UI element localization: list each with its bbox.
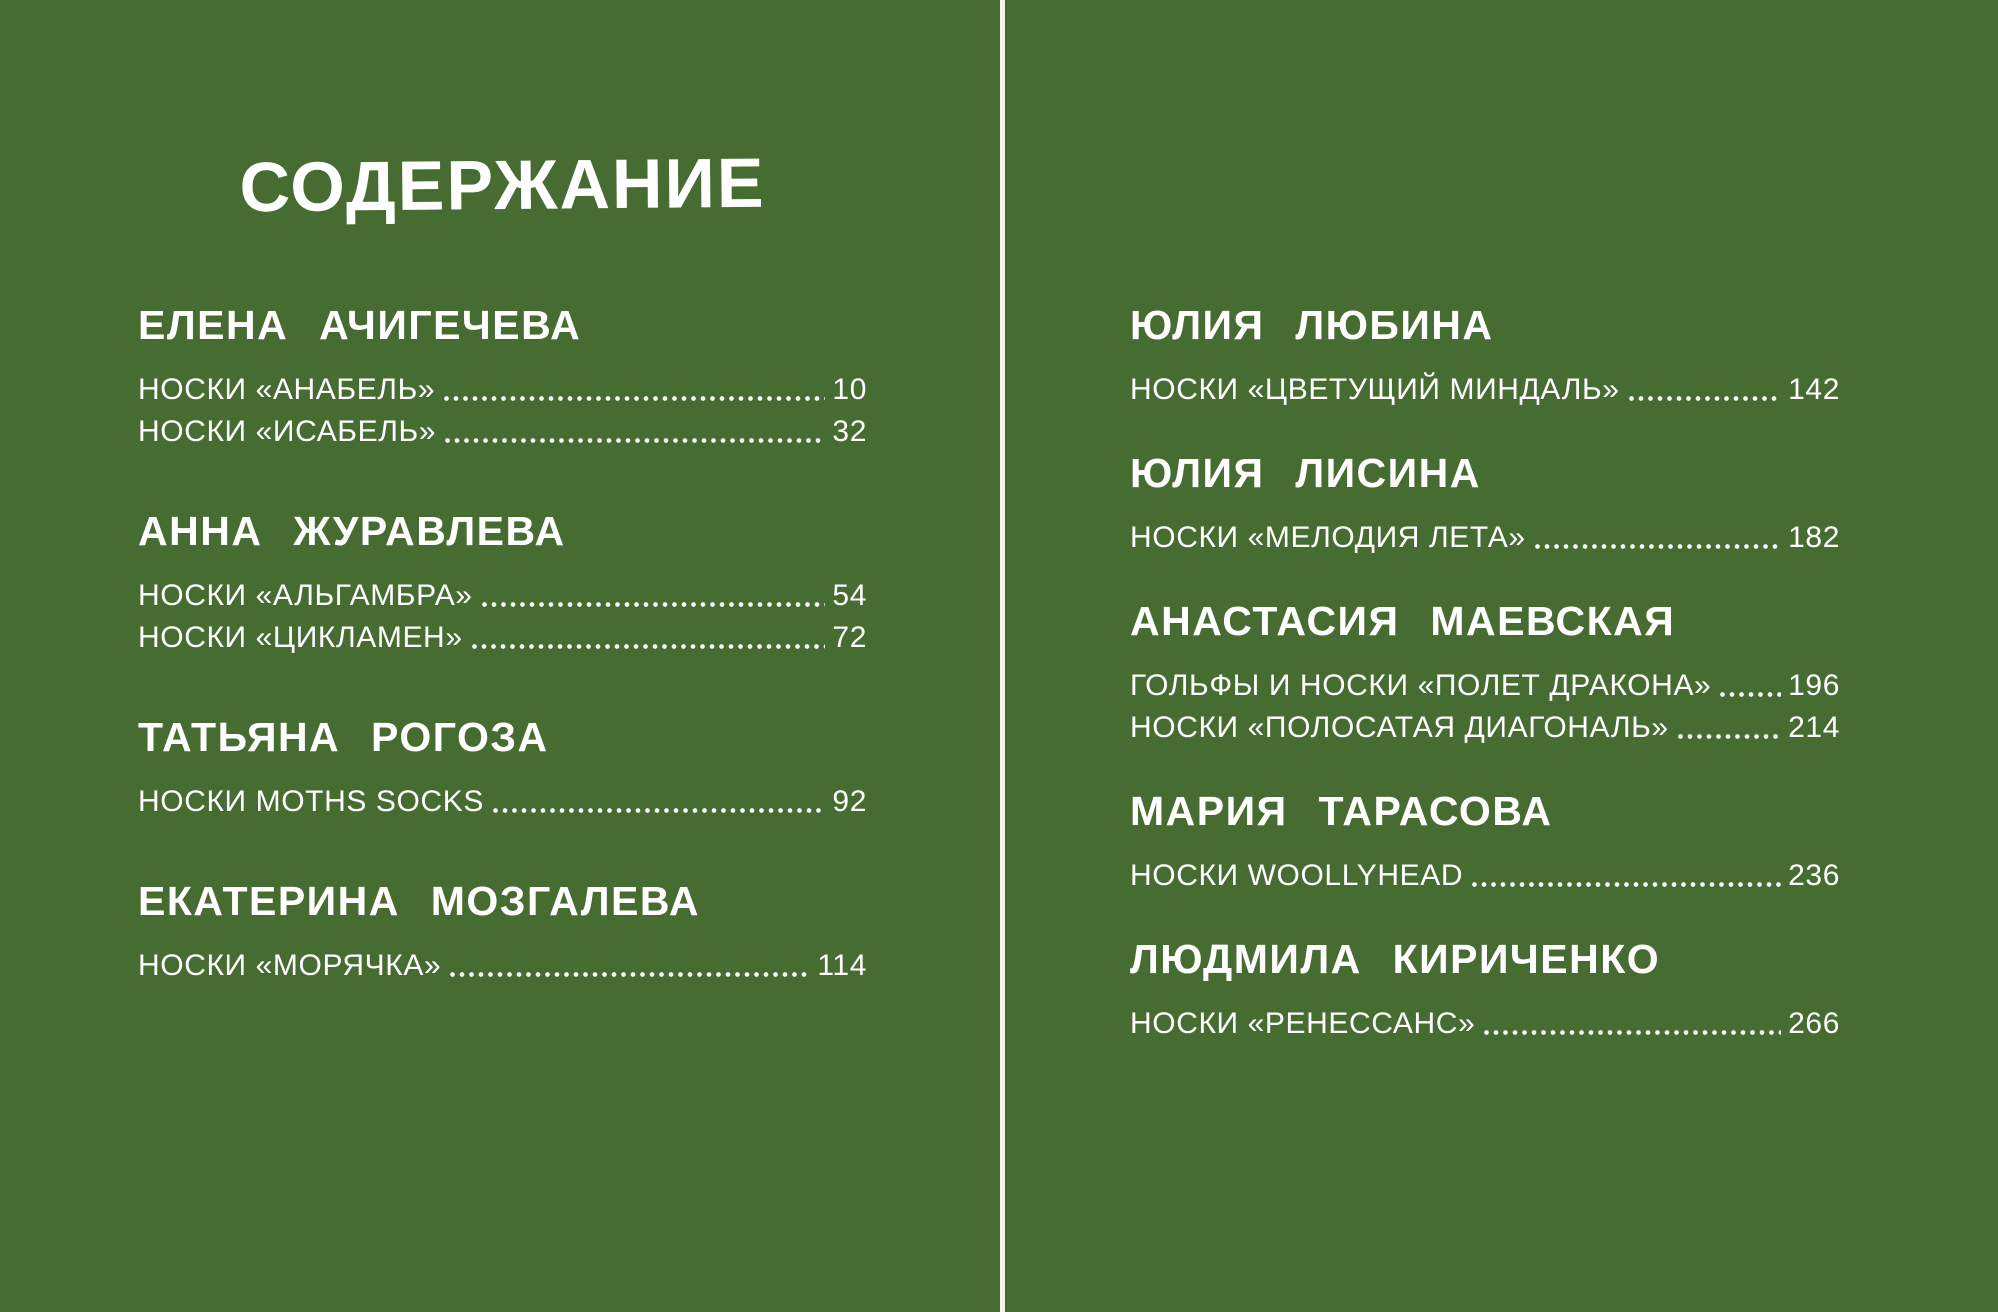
toc-author: АННА ЖУРАВЛЕВА xyxy=(138,508,566,554)
toc-section xyxy=(138,878,867,983)
toc-author: ЛЮДМИЛА КИРИЧЕНКО xyxy=(1130,936,1661,982)
toc-section xyxy=(1130,936,1840,1041)
toc-entry xyxy=(1130,669,1840,703)
toc-entry-page: 72 xyxy=(832,621,867,654)
toc-section xyxy=(1130,302,1840,407)
toc-entry-label: НОСКИ «МОРЯЧКА» xyxy=(138,949,442,982)
dotted-leader xyxy=(1720,692,1781,697)
toc-section xyxy=(1130,788,1840,893)
toc-entry-label: НОСКИ «ИСАБЕЛЬ» xyxy=(138,415,437,448)
toc-section xyxy=(1130,598,1840,745)
toc-entry-page: 142 xyxy=(1788,373,1840,406)
dotted-leader xyxy=(482,602,826,607)
toc-author: МАРИЯ ТАРАСОВА xyxy=(1130,788,1553,834)
toc-entry xyxy=(138,949,867,983)
dotted-leader xyxy=(472,644,826,649)
left-page-sections xyxy=(138,302,867,983)
toc-entry-page: 266 xyxy=(1788,1007,1840,1040)
toc-entry-label: НОСКИ «ЦВЕТУЩИЙ МИНДАЛЬ» xyxy=(1130,373,1620,406)
dotted-leader xyxy=(1535,544,1781,549)
toc-author: ЮЛИЯ ЛЮБИНА xyxy=(1130,302,1494,348)
toc-entry-page: 10 xyxy=(832,373,867,406)
dotted-leader xyxy=(1484,1030,1781,1035)
toc-author: АНАСТАСИЯ МАЕВСКАЯ xyxy=(1130,598,1676,644)
toc-entry-label: НОСКИ «АЛЬГАМБРА» xyxy=(138,579,473,612)
toc-author: ЮЛИЯ ЛИСИНА xyxy=(1130,450,1481,496)
toc-entry-label: НОСКИ «АНАБЕЛЬ» xyxy=(138,373,436,406)
dotted-leader xyxy=(493,808,825,813)
toc-section xyxy=(138,508,867,655)
toc-entry xyxy=(1130,521,1840,555)
dotted-leader xyxy=(1629,396,1782,401)
toc-entry-label: НОСКИ WOOLLYHEAD xyxy=(1130,859,1464,892)
toc-entry-label: НОСКИ MOTHS SOCKS xyxy=(138,785,484,818)
toc-entry xyxy=(138,373,867,407)
toc-section xyxy=(138,302,867,449)
dotted-leader xyxy=(450,972,810,977)
toc-author: ЕЛЕНА АЧИГЕЧЕВА xyxy=(138,302,582,348)
toc-entry xyxy=(1130,711,1840,745)
dotted-leader xyxy=(445,438,825,443)
toc-entry-label: НОСКИ «РЕНЕССАНС» xyxy=(1130,1007,1476,1040)
toc-entry-page: 236 xyxy=(1788,859,1840,892)
toc-author: ТАТЬЯНА РОГОЗА xyxy=(138,714,549,760)
dotted-leader xyxy=(1678,734,1781,739)
toc-entry-page: 54 xyxy=(832,579,867,612)
toc-author: ЕКАТЕРИНА МОЗГАЛЕВА xyxy=(138,878,701,924)
toc-entry xyxy=(138,579,867,613)
toc-entry-label: НОСКИ «ПОЛОСАТАЯ ДИАГОНАЛЬ» xyxy=(1130,711,1669,744)
page-title: СОДЕРЖАНИЕ xyxy=(239,143,766,227)
toc-entry-page: 196 xyxy=(1788,669,1840,702)
toc-entry-page: 32 xyxy=(832,415,867,448)
toc-entry xyxy=(1130,859,1840,893)
toc-entry-label: НОСКИ «ЦИКЛАМЕН» xyxy=(138,621,463,654)
toc-entry-label: ГОЛЬФЫ И НОСКИ «ПОЛЕТ ДРАКОНА» xyxy=(1130,669,1712,702)
toc-entry xyxy=(138,785,867,819)
toc-entry-page: 214 xyxy=(1788,711,1840,744)
toc-entry xyxy=(1130,1007,1840,1041)
right-page xyxy=(1005,0,1998,1312)
dotted-leader xyxy=(1472,882,1781,887)
dotted-leader xyxy=(444,396,825,401)
toc-entry xyxy=(138,621,867,655)
toc-section xyxy=(1130,450,1840,555)
right-page-sections xyxy=(1130,302,1840,1041)
toc-section xyxy=(138,714,867,819)
toc-entry-label: НОСКИ «МЕЛОДИЯ ЛЕТА» xyxy=(1130,521,1526,554)
toc-entry xyxy=(138,415,867,449)
toc-entry-page: 182 xyxy=(1788,521,1840,554)
toc-entry-page: 114 xyxy=(817,949,867,982)
toc-entry-page: 92 xyxy=(832,785,867,818)
toc-entry xyxy=(1130,373,1840,407)
